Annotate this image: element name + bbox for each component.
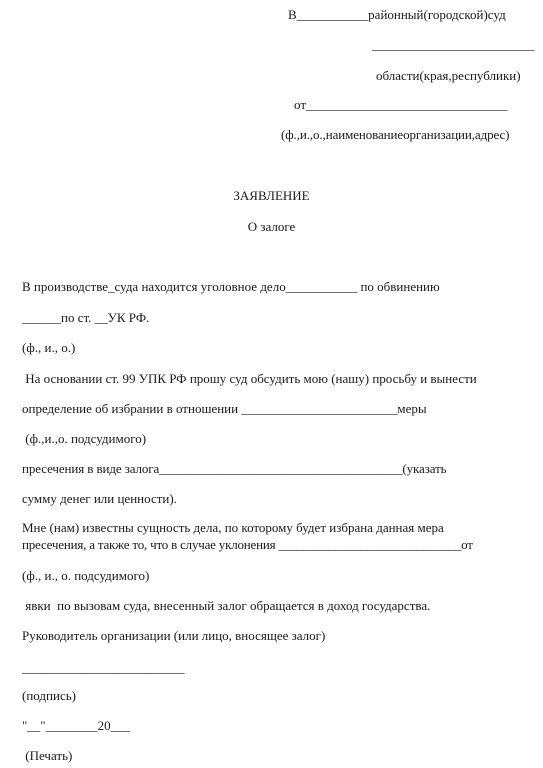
body-line-4: На основании ст. 99 УПК РФ прошу суд обсудить мою (нашу) просьбу и вынести — [22, 371, 477, 386]
document-subject: О залоге — [247, 219, 296, 234]
body-line-1: В производстве_суда находится уголовное дело___________ по обвинению — [22, 279, 440, 294]
body-line-3: (ф., и., о.) — [22, 340, 76, 355]
document-title: ЗАЯВЛЕНИЕ — [233, 188, 310, 203]
from-line: от_______________________________ — [294, 97, 508, 112]
court-line: В___________районный(городской)суд — [288, 7, 506, 22]
date-line: "__"________20___ — [22, 718, 131, 733]
signature-label: (подпись) — [22, 688, 76, 703]
court-blank-line: _________________________ — [372, 37, 535, 52]
body-line-5: определение об избрании в отношении ________________________меры — [22, 401, 427, 416]
body-line-2: ______по ст. __УК РФ. — [22, 310, 150, 325]
stamp-label: (Печать) — [22, 748, 73, 763]
from-hint: (ф.,и.,о.,наименованиеорганизации,адрес) — [281, 127, 510, 142]
body-line-8: сумму денег или ценности). — [22, 491, 177, 506]
body-line-13: Руководитель организации (или лицо, вносящее залог) — [22, 628, 326, 643]
body-line-11: (ф., и., о. подсудимого) — [22, 568, 150, 583]
signature-line: _________________________ — [22, 660, 185, 675]
body-line-10: пресечения, а также то, что в случае уклонения _____________________________от — [22, 537, 473, 552]
body-line-9: Мне (нам) известны сущность дела, по которому будет избрана данная мера — [22, 520, 444, 535]
body-line-7: пресечения в виде залога______________________________________(указать — [22, 461, 447, 476]
body-line-12: явки по вызовам суда, внесенный залог обращается в доход государства. — [22, 598, 431, 613]
body-line-6: (ф.,и.,о. подсудимого) — [22, 431, 147, 446]
region-line: области(края,республики) — [376, 68, 521, 83]
